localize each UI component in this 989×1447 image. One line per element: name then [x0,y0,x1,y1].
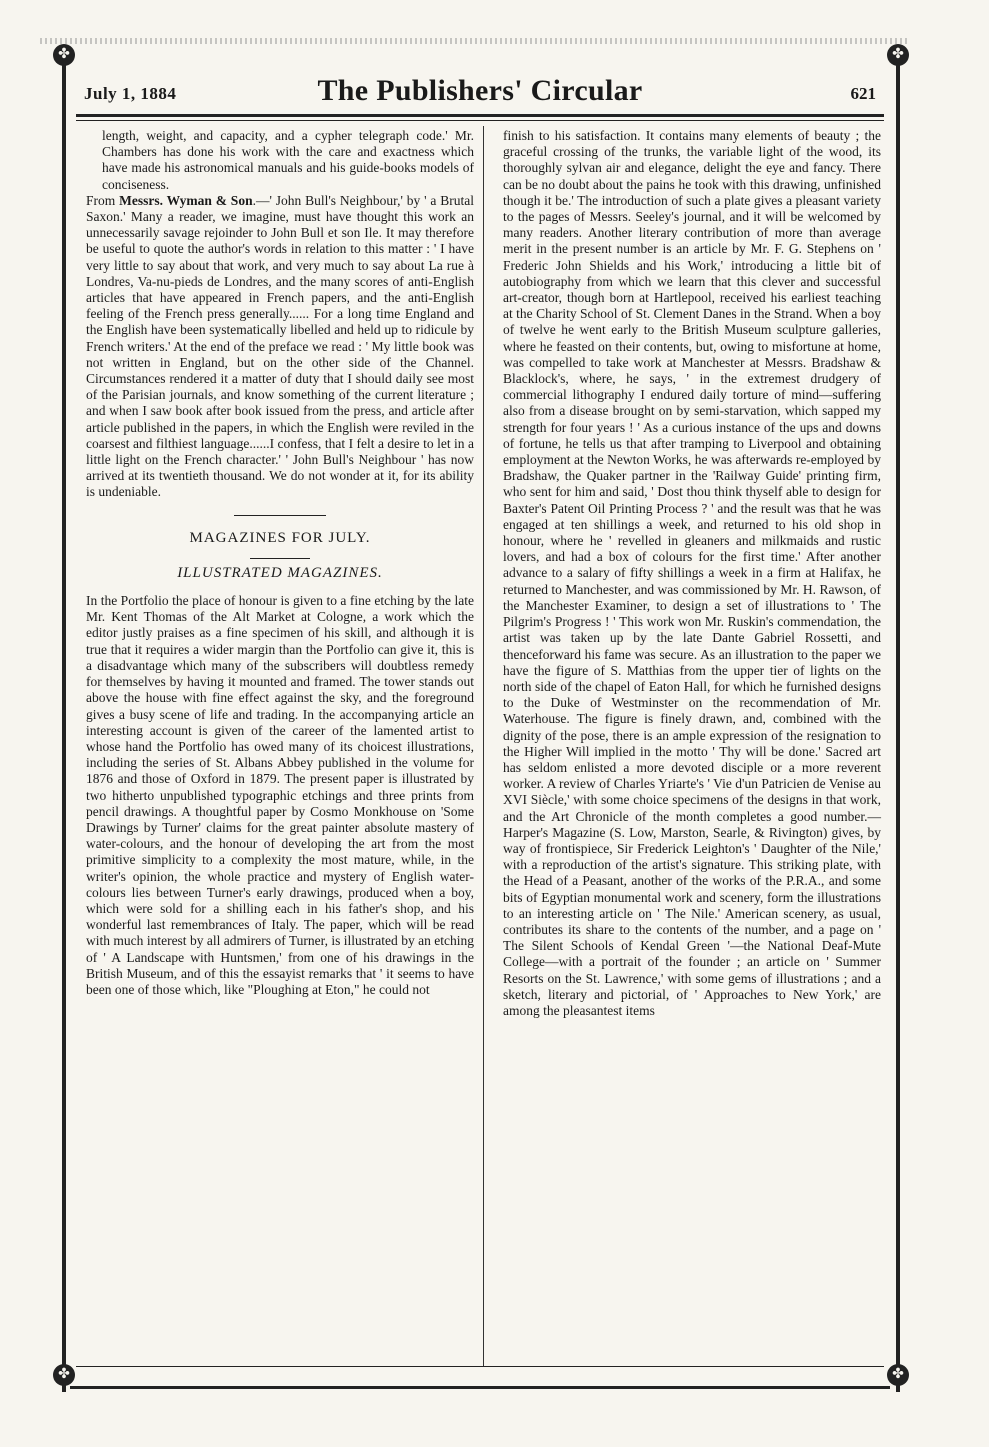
column-divider [483,126,484,1366]
page-header [80,74,880,114]
left-border-rule [62,52,66,1392]
subsection-divider [250,558,310,559]
continued-paragraph: length, weight, and capacity, and a cypher telegraph code.' Mr. Chambers has done his work with the care and exactness which have made his astronomical manuals and his guide-books models of conciseness. [102,128,474,192]
corner-ornament-icon: ✤ [887,44,909,66]
right-column [503,128,881,1019]
header-rule [76,120,884,121]
header-rule [76,114,884,117]
footer-rule [70,1386,890,1389]
right-border-rule [896,52,900,1392]
section-divider [234,515,326,516]
wyman-text: .—' John Bull's Neighbour,' by ' a Brutal Saxon.' Many a reader, we imagine, must have thought this work an unnecessarily savage rejoinder to John Bull et son Ile. It may therefore be useful to quote the author's words in relation to this matter : ' I have very little to say about that work, and very much to say about La rue à Londres, Va-nu-pieds de Londres, and the many scores of anti-English articles that have appeared in French papers, and the anti-English feeling of the French press generally...... For a long time England and the English have been systematically libelled and held up to ridicule by French writers.' At the end of the preface we read : ' My little book was not written in England, but on the other side of the Channel. Circumstances rendered it a matter of duty that I should daily see most of the Parisian journals, and know something of the current literature ; and when I saw book after book issued from the press, and article after article published in the papers, in which the English were reviled in the coarsest and filthiest language......I confess, that I felt a desire to let in a little light on the French character.' ' John Bull's Neighbour ' has now arrived at its twentieth thousand. We do not wonder at it, for its ability is undeniable. [86,192,474,500]
right-column-paragraph: finish to his satisfaction. It contains many elements of beauty ; the graceful crossing of the trunks, the variable light of the wood, its thoroughly sylvan air and elegance, delight the eye and fancy. There can be no doubt about the pains he took with this drawing, unfinished though it be.' The introduction of such a plate gives a pleasant variety to the pages of Messrs. Seeley's journal, and it will be welcomed by many readers. Another literary contribution of more than average merit in the present number is an article by Mr. F. G. Stephens on ' Frederic John Shields and his Work,' introducing a little bit of autobiography from which we learn that this clever and successful art-creator, though born at Hartlepool, received his earliest teaching at the Charity School of St. Clement Danes in the Strand. When a boy of twelve he went early to the British Museum sculpture galleries, where he feasted on their contents, but, owing to misfortune at home, was compelled to take work at Manchester at Messrs. Bradshaw & Blacklock's, where, he says, ' in the extremest drudgery of commercial lithography I endured daily torture of mind—suffering also from a disease brought on by semi-starvation, which sapped my strength for four years ! ' As a curious instance of the ups and downs of fortune, he tells us that after tramping to Liverpool and obtaining employment at the Newton Works, he was afterwards re-employed by Bradshaw, the Quaker partner in the 'Railway Guide' printing firm, who sent for him and said, ' Dost thou think thyself able to design for Baxter's Patent Oil Printing Process ? ' and the result was that he was engaged at ten shillings a week, and returned to his old shop in honour, where he ' revelled in gleaners and milkmaids and rustic lovers, and had a box of colours for the first time.' After another advance to a salary of fifty shillings a week in a firm at Halifax, he returned to Manchester, and was commissioned by Mr. H. Rawson, of the Manchester Examiner, to design a set of illustrations to ' The Pilgrim's Progress ! ' This work won Mr. Ruskin's commendation, the artist was taken up by the late Dante Gabriel Rossetti, and thenceforward his fame was secure. As an illustration to the paper we have the figure of S. Matthias from the upper tier of lights on the north side of the chapel of Eaton Hall, for which he furnished designs to the Duke of Westminster on the recommendation of Mr. Waterhouse. The figure is finely drawn, and, combined with the dignity of the pose, there is an ample expression of the resignation to the Higher Will implied in the motto ' Thy will be done.' Sacred art has seldom enlisted a more devoted disciple or a more reverent worker. A review of Charles Yriarte's ' Vie d'un Patricien de Venise au XVI Siècle,' with some choice specimens of the designs in that work, and the Art Chronicle of the month completes a good number.—Harper's Magazine (S. Low, Marston, Searle, & Rivington) gives, by way of frontispiece, Sir Frederick Leighton's ' Daughter of the Nile,' with a reproduction of the artist's signature. This striking plate, with the Head of a Peasant, another of the works of the P.R.A., and some bits of Egyptian monumental work and scenery, form the illustrations to an interesting article on ' The Nile.' American scenery, as usual, contributes its share to the contents of the number, and a page on ' The Silent Schools of Kendal Green '—the National Deaf-Mute College—with a portrait of the founder ; an article on ' Summer Resorts on the St. Lawrence,' with some gems of illustrations ; and a sketch, literary and pictorial, of ' Approaches to New York,' are among the pleasantest items [503,128,881,1018]
wyman-prefix: From [86,192,120,208]
portfolio-paragraph: In the Portfolio the place of honour is given to a fine etching by the late Mr. Kent Thomas of the Alt Market at Cologne, a work which the editor justly praises as a fine specimen of his skill, and although it is true that it requires a wider margin than the Portfolio can give it, this is a disadvantage which many of the subscribers will doubtless remedy for themselves by having it mounted and framed. The tower stands out above the house with fine effect against the sky, and the foreground gives a busy scene of life and trading. In the accompanying article an interesting account is given of the career of the lamented artist to whose hand the Portfolio has owed many of its choicest illustrations, including the series of St. Albans Abbey published in the volume for 1876 and those of Oxford in 1879. The present paper is illustrated by two hitherto unpublished typographic etchings and three prints from pencil drawings. A thoughtful paper by Cosmo Monkhouse on 'Some Drawings by Turner' claims for the great painter absolute mastery of water-colours, and the honour of developing the art from the most primitive simplicity to a complexity the most mature, while, in the writer's opinion, the whole practice and mystery of English water-colours lies between Turner's early drawings, produced when a boy, which were sold for a shilling each in his father's shop, and his wonderful last remembrances of Italy. The paper, which will be read with much interest by all admirers of Turner, is illustrated by an etching of ' A Landscape with Huntsmen,' from one of his drawings in the British Museum, and of this the essayist remarks that ' it seems to have been one of those which, like "Ploughing at Eton," he could not [86,593,474,997]
scan-edge-noise [40,38,910,44]
corner-ornament-icon: ✤ [887,1364,909,1386]
corner-ornament-icon: ✤ [53,1364,75,1386]
left-column [86,128,474,998]
section-title: MAGAZINES FOR JULY. [189,529,371,546]
wyman-firm: Messrs. Wyman & Son [119,192,253,208]
subsection-title: ILLUSTRATED MAGAZINES. [177,564,383,581]
issue-date: July 1, 1884 [84,84,177,103]
page-number: 621 [850,84,876,103]
footer-rule [76,1366,884,1367]
publication-title: The Publishers' Circular [317,74,643,107]
corner-ornament-icon: ✤ [53,44,75,66]
wyman-paragraph [86,193,474,501]
